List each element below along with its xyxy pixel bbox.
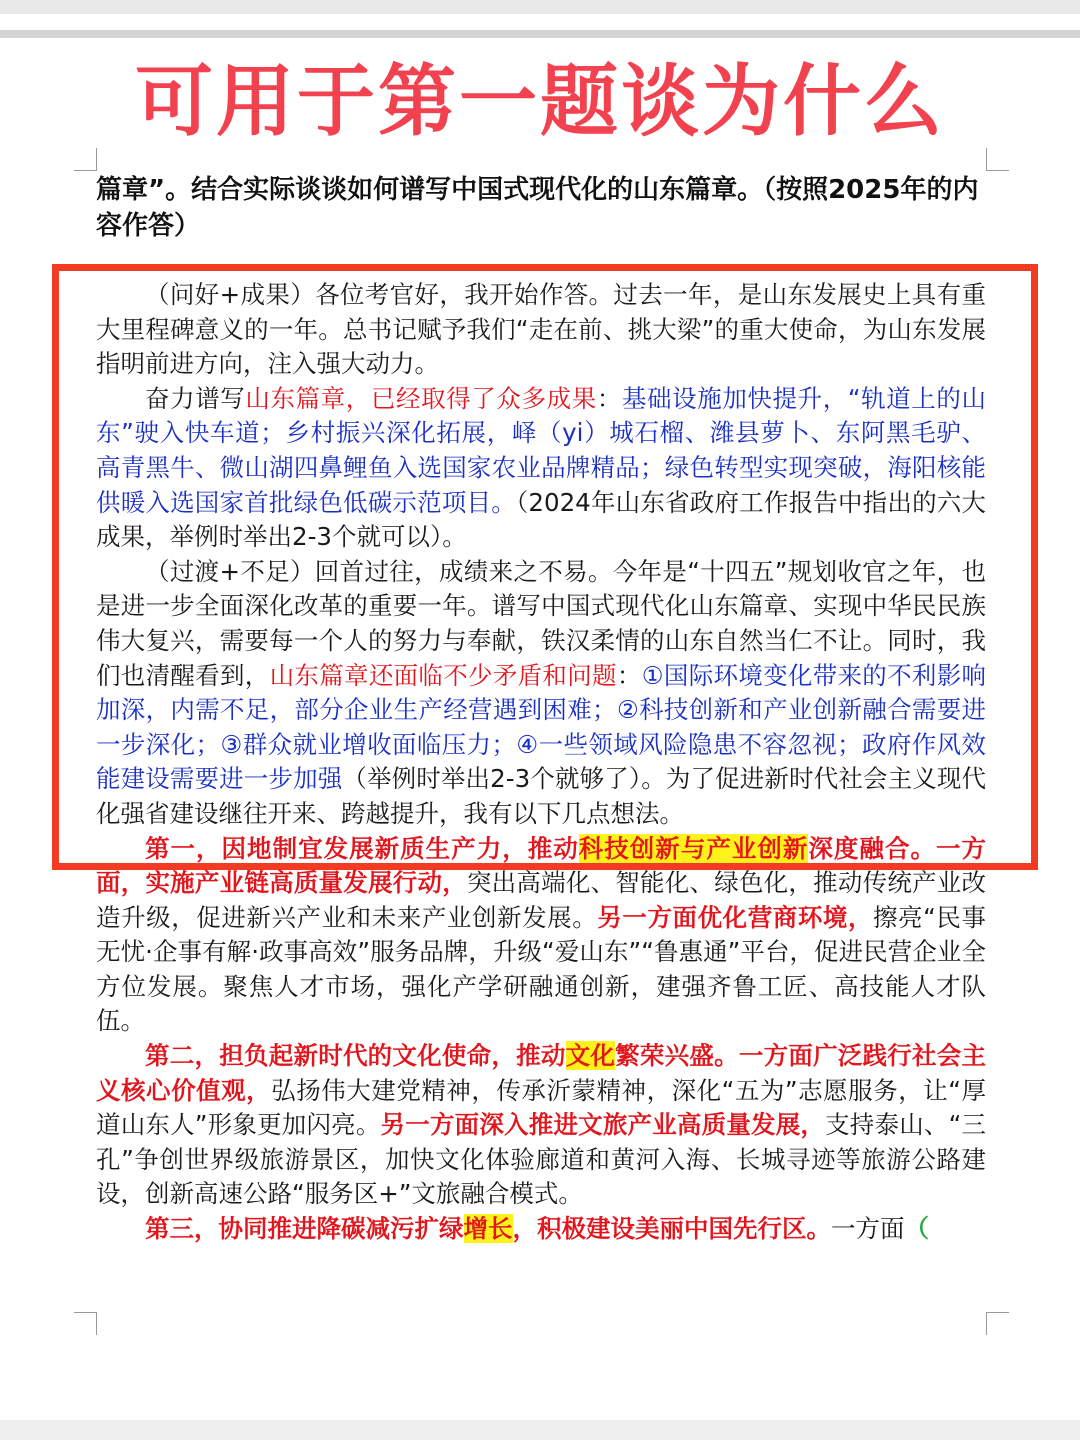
transition-text: （过渡+不足）回首过往，成绩来之不易。今年是“十四五”规划收官之年，也是进一步全面深化改革的重要一年。谱写中国式现代化山东篇章、实现中华民民族伟大复兴，需要每一个人的努力与奉献，铁汉柔情的山东自然当仁不让。同时，我们也清醒看到， [96, 556, 986, 690]
problems-note: （举例时举出2-3个就够了）。为了促进新时代社会主义现代化强省建设继往开来、跨越提升，我有以下几点想法。 [96, 764, 987, 828]
headline-title: 可用于第一题谈为什么 [134, 57, 945, 147]
achievements-heading: 山东篇章，已经取得了众多成果 [245, 383, 597, 413]
problems-list: ①国际环境变化带来的不利影响加深，内需不足，部分企业生产经营遇到困难；②科技创新和产业创新融合需要进一步深化；③群众就业增收面临压力；④一些领域风险隐患不容忽视；政府作风效能建设需要进一步加强 [96, 660, 987, 794]
crop-mark-bottom-left [74, 1312, 97, 1335]
achievements-colon: ： [596, 383, 622, 413]
point-three-heading: 第三，协同推进降碳减污扩绿 [145, 1214, 464, 1244]
top-bar [0, 0, 1080, 14]
point-one-subheading: 深度融合。一方面，实施产业链高质量发展行动， [96, 833, 986, 898]
achievements-list: 基础设施加快提升，“轨道上的山东”驶入快车道；乡村振兴深化拓展，峄（yi）城石榴、潍县萝卜、东阿黑毛驴、高青黑牛、微山湖四鼻鲤鱼入选国家农业品牌精品；绿色转型实现突破，海阳核能供暖入选国家首批绿色低碳示范项目。 [96, 383, 987, 517]
crop-mark-top-right [986, 148, 1009, 171]
paragraph-greeting: （问好+成果）各位考官好，我开始作答。过去一年，是山东发展史上具有重大里程碑意义的一年。总书记赋予我们“走在前、挑大梁”的重大使命，为山东发展指明前进方向，注入强大动力。 [96, 280, 986, 379]
point-two-subheading: 繁荣兴盛。一方面广泛践行社会主义核心价值观， [96, 1041, 987, 1105]
question-text: 篇章”。结合实际谈谈如何谱写中国式现代化的山东篇章。（按照2025年的内容作答） [96, 175, 979, 241]
crop-mark-bottom-right [986, 1312, 1009, 1335]
bottom-bar [0, 1420, 1080, 1440]
problems-colon: ： [616, 660, 642, 690]
answer-body [96, 278, 986, 1247]
point-one-subheading-b: 另一方面优化营商环境， [597, 902, 874, 932]
point-two-subheading-b: 另一方面深入推进文旅产业高质量发展， [380, 1110, 826, 1140]
point-three-subheading: ，积极建设美丽中国先行区。 [512, 1214, 831, 1244]
point-three-highlight: 增长 [463, 1214, 513, 1244]
point-two-text-b: 支持泰山、“三孔”争创世界级旅游景区，加快文化体验廊道和黄河入海、长城寻迹等旅游公路建设，创新高速公路“服务区+”文旅融合模式。 [96, 1110, 986, 1209]
paragraph-point-two [96, 1039, 986, 1212]
point-three-bracket: （ [904, 1214, 929, 1244]
point-one-text-a: 突出高端化、智能化、绿色化，推动传统产业改造升级，促进新兴产业和未来产业创新发展。 [96, 868, 987, 932]
paragraph-transition [96, 555, 986, 832]
paragraph-achievements [96, 382, 986, 555]
point-three-text: 一方面 [831, 1214, 905, 1244]
paragraph-point-one [96, 832, 986, 1040]
top-divider [0, 30, 1080, 38]
point-one-text-b: 擦亮“民事无忧·企事有解·政事高效”服务品牌，升级“爱山东”“鲁惠通”平台，促进民营企业全方位发展。聚焦人才市场，强化产学研融通创新，建强齐鲁工匠、高技能人才队伍。 [96, 902, 987, 1036]
achievements-intro: 奋力谱写 [145, 383, 246, 413]
point-one-highlight: 科技创新与产业创新 [578, 833, 809, 863]
problems-heading: 山东篇章还面临不少矛盾和问题 [269, 660, 617, 690]
point-two-highlight: 文化 [565, 1041, 616, 1071]
point-one-heading: 第一，因地制宜发展新质生产力，推动 [145, 833, 579, 863]
achievements-note: （2024年山东省政府工作报告中指出的六大成果，举例时举出2-3个就可以）。 [96, 487, 986, 552]
point-two-text-a: 弘扬伟大建党精神，传承沂蒙精神，深化“五为”志愿服务，让“厚道山东人”形象更加闪亮。 [96, 1075, 987, 1140]
crop-mark-top-left [74, 148, 97, 171]
paragraph-point-three [96, 1212, 986, 1247]
point-two-heading: 第二，担负起新时代的文化使命，推动 [145, 1041, 566, 1071]
